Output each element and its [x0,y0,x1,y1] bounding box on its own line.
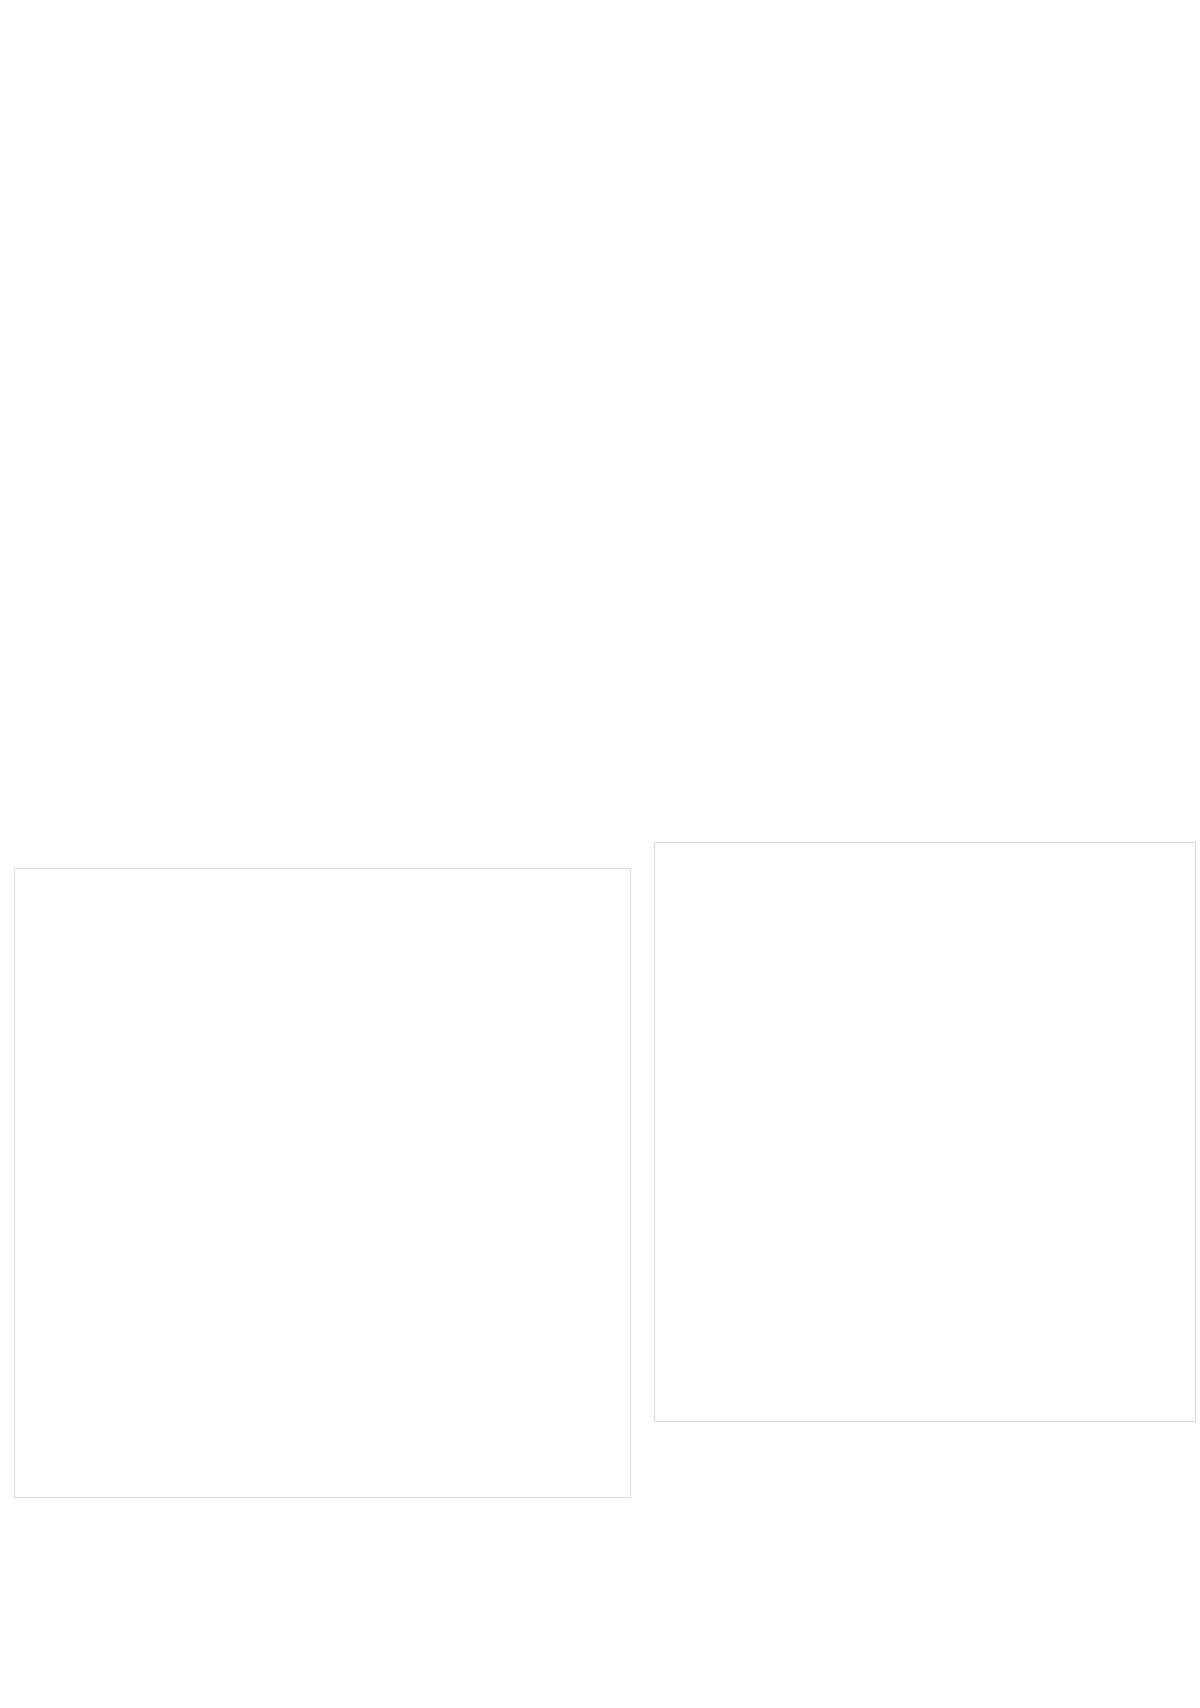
pie-chart-card [654,842,1196,1422]
bar-chart [15,869,630,1497]
pie-legend [693,1305,1173,1405]
bar-chart-card [14,868,631,1498]
